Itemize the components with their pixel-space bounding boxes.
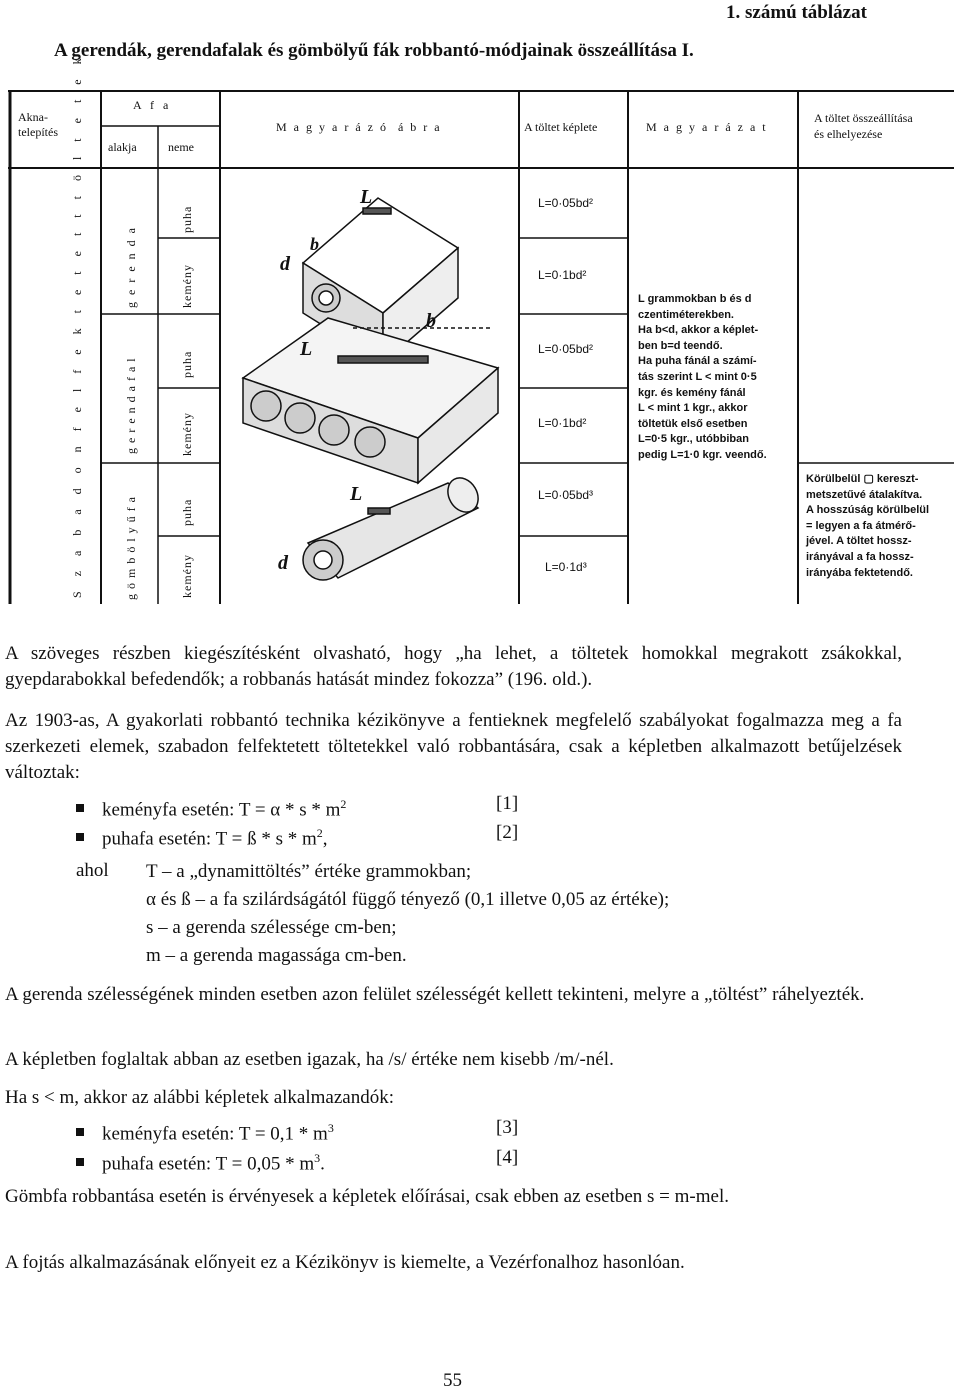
page-number: 55: [443, 1370, 462, 1391]
bullet-formula-2: puhafa esetén: T = ß * s * $m^2$,: [76, 820, 328, 852]
formula-4: L=0·1bd²: [538, 416, 587, 430]
scanned-table-figure: [8, 52, 954, 604]
header-a-fa: A f a: [133, 98, 172, 112]
beam-label-b: b: [310, 234, 319, 254]
bullet-formula-1: keményfa esetén: $T = \alpha * s * m^2$: [76, 791, 346, 823]
beam-label-d: d: [280, 253, 290, 275]
header-aknatelepites: Akna- telepítés: [18, 110, 58, 139]
explanation-text: L grammokban b és d czentiméterekben. Ha b<d, akkor a képlet- ben b=d teendő. Ha puha fánál a számí- tás szerint L < mint 0·5 kgr. és kemény fánál L < mint 1 kgr., akkor töltetük első esetben L=0·5 kgr., utóbbiban pedig L=1·0 kgr. veendő.: [638, 293, 767, 461]
paragraph-4: A képletben foglaltak abban az esetben igazak, ha /s/ értéke nem kisebb /m/-nél.: [5, 1049, 614, 1070]
paragraph-1: A szöveges részben kiegészítésként olvasható, hogy „ha lehet, a töltetek homokkal megrakott zsákokkal, gyepdarabokkal befedendők; a robbanás hatását mindez fokozza” (196. old.).: [5, 643, 902, 690]
bullet-formula-4: puhafa esetén: $T = 0,05 * m^3$.: [76, 1145, 325, 1177]
type-kemeny-2: kemény: [180, 412, 194, 456]
wall-label-b: b: [426, 310, 436, 332]
vertical-label-szabadon: S z a b a d o n f e l f e k t e t e t t t ö l t e t e k: [70, 52, 84, 598]
type-puha-2: puha: [180, 350, 194, 378]
ref-4: [4]: [496, 1147, 519, 1168]
shape-gombolyu-fa: g ö m b ö l y ű f a: [124, 496, 138, 600]
wall-label-l: L: [300, 338, 313, 360]
ahol-label: ahol: [76, 860, 109, 881]
beam-label-l: L: [360, 186, 373, 208]
paragraph-7: A fojtás alkalmazásának előnyeit ez a Kézikönyv is kiemelte, a Vezérfonalhoz hasonlóan.: [5, 1252, 685, 1273]
header-toltet-keplete: A töltet képlete: [524, 120, 598, 134]
paragraph-5: Ha s < m, akkor az alábbi képletek alkalmazandók:: [5, 1087, 394, 1108]
header-osszeallitas: A töltet összeállítása és elhelyezése: [814, 111, 913, 141]
bullet-square-icon: [76, 833, 84, 841]
header-magyarazo-abra: M a g y a r á z ó á b r a: [276, 120, 442, 134]
table-title: A gerendák, gerendafalak és gömbölyű fák robbantó-módjainak összeállítása I.: [54, 40, 694, 61]
paragraph-3: A gerenda szélességének minden esetben azon felület szélességét kellett tekinteni, melyre a „töltést” ráhelyezték.: [5, 984, 865, 1005]
bullet-square-icon: [76, 1158, 84, 1166]
definitions: T – a „dynamittöltés” értéke grammokban; α és ß – a fa szilárdságától függő tényező (0,1 illetve 0,05 az értéke); s – a gerenda szélessége cm-ben; m – a gerenda magassága cm-ben.: [146, 861, 670, 966]
log-label-d: d: [278, 552, 288, 574]
formula-6: L=0·1d³: [545, 560, 587, 574]
paragraph-2: Az 1903-as, A gyakorlati robbantó technika kézikönyve a fentieknek megfelelő szabályokat fogalmazza meg a fa szerkezeti elemek, szabadon felfektetett töltetekkel való robbantására, csak a képletben alkalmazott betűjelzések változtak:: [5, 710, 902, 783]
bullet-formula-3: keményfa esetén: $T = 0,1 * m^3$: [76, 1115, 334, 1147]
header-neme: neme: [168, 140, 194, 154]
header-alakja: alakja: [108, 140, 137, 154]
formula-5: L=0·05bd³: [538, 488, 594, 502]
log-label-l: L: [350, 483, 363, 505]
shape-gerendafal: g e r e n d a f a l: [124, 357, 138, 454]
bullet-square-icon: [76, 804, 84, 812]
ref-2: [2]: [496, 822, 519, 843]
bullet-square-icon: [76, 1128, 84, 1136]
ref-3: [3]: [496, 1117, 519, 1138]
ref-1: [1]: [496, 793, 519, 814]
placement-text: Körülbelül ▢ kereszt- metszetűvé átalakítva. A hosszúság körülbelül = legyen a fa átmérő- jével. A töltet hossz- irányával a fa hossz- irányába fektetendő.: [806, 473, 930, 579]
paragraph-6: Gömbfa robbantása esetén is érvényesek a képletek előírásai, csak ebben az esetben s = m-mel.: [5, 1186, 729, 1207]
shape-gerenda: g e r e n d a: [124, 226, 138, 308]
formula-2: L=0·1bd²: [538, 268, 587, 282]
type-puha-1: puha: [180, 205, 194, 233]
type-kemeny-1: kemény: [180, 264, 194, 308]
formula-1: L=0·05bd²: [538, 196, 594, 210]
table-number: 1. számú táblázat: [726, 2, 867, 23]
type-kemeny-3: kemény: [180, 554, 194, 598]
round-log-drawing: [303, 472, 484, 580]
header-magyarazat: M a g y a r á z a t: [646, 120, 768, 134]
type-puha-3: puha: [180, 498, 194, 526]
beam-wall-drawing: [243, 318, 498, 483]
formula-3: L=0·05bd²: [538, 342, 594, 356]
